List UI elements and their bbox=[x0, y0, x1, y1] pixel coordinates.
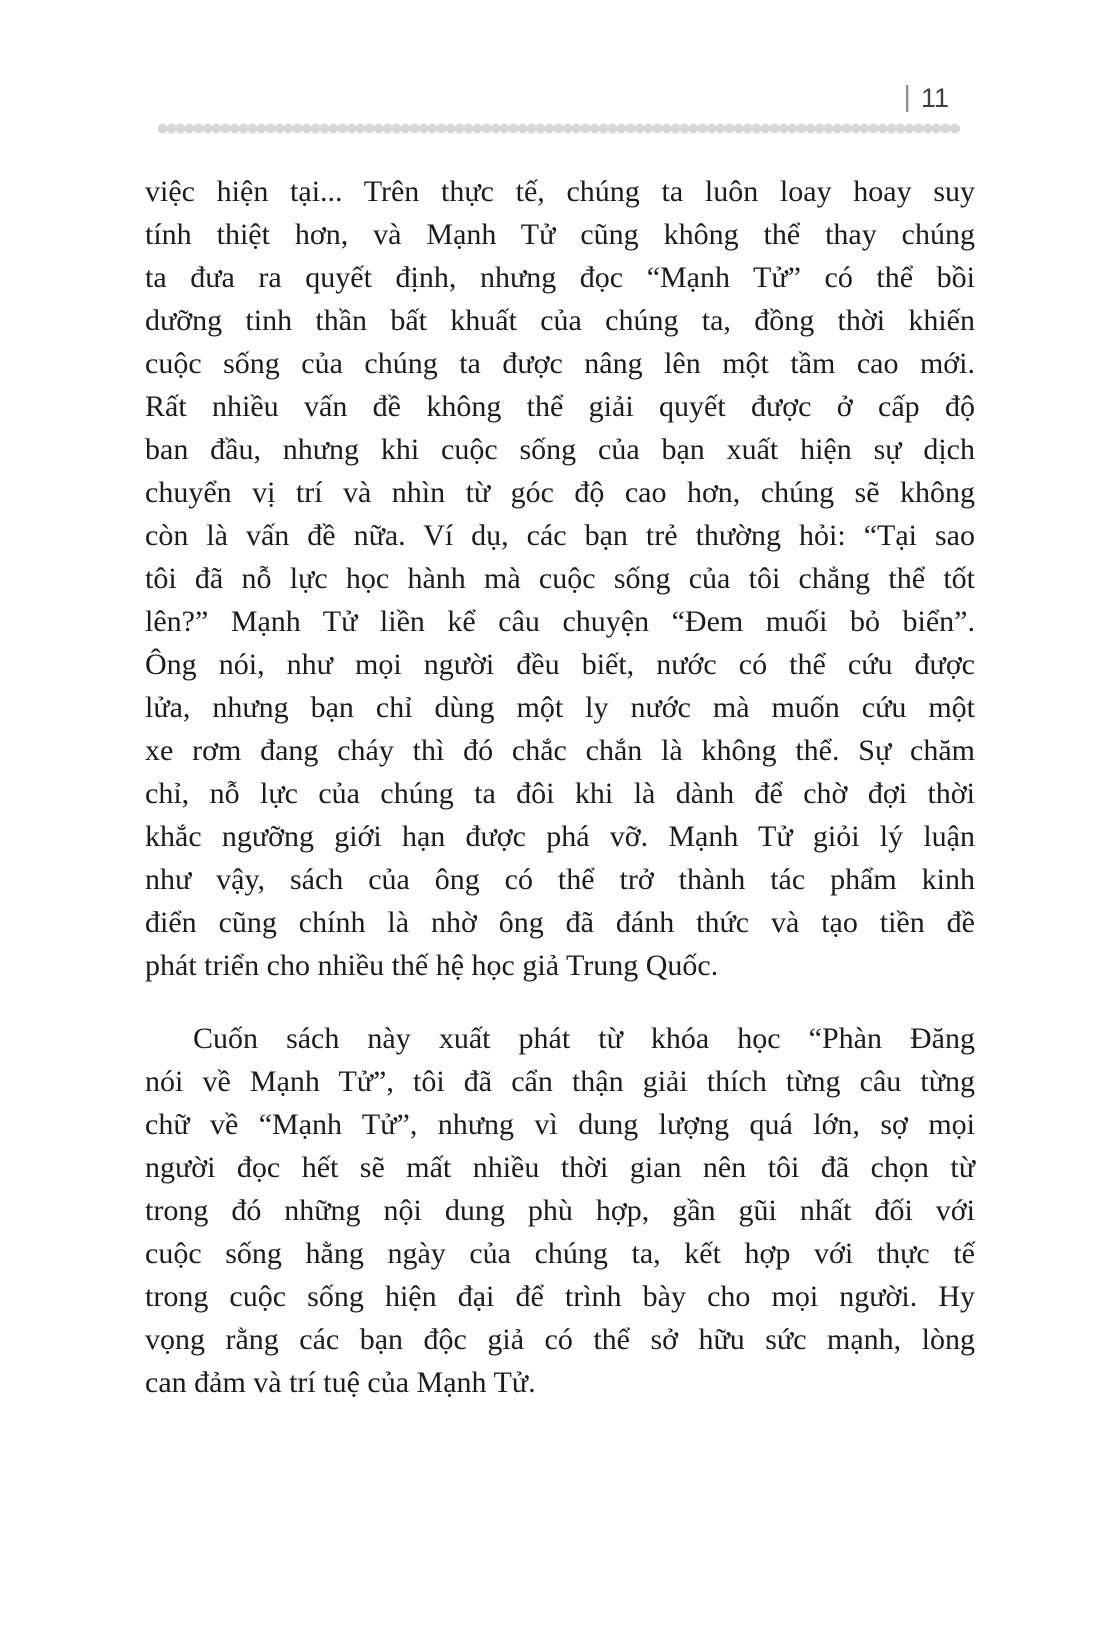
text-line: nói về Mạnh Tử”, tôi đã cẩn thận giải thích từng câu từng bbox=[145, 1065, 975, 1098]
text-line: lửa, nhưng bạn chỉ dùng một ly nước mà muốn cứu một bbox=[145, 691, 975, 724]
page-number-value: 11 bbox=[920, 83, 949, 113]
text-line: tôi đã nỗ lực học hành mà cuộc sống của tôi chẳng thể tốt bbox=[145, 562, 975, 595]
text-line: lên?” Mạnh Tử liền kể câu chuyện “Đem muối bỏ biển”. bbox=[145, 605, 975, 638]
text-line: người đọc hết sẽ mất nhiều thời gian nên tôi đã chọn từ bbox=[145, 1151, 975, 1184]
text-line: như vậy, sách của ông có thể trở thành tác phẩm kinh bbox=[145, 863, 975, 896]
text-line: xe rơm đang cháy thì đó chắc chắn là không thể. Sự chăm bbox=[145, 734, 975, 767]
text-line: vọng rằng các bạn độc giả có thể sở hữu sức mạnh, lòng bbox=[145, 1323, 975, 1356]
text-line: Cuốn sách này xuất phát từ khóa học “Phàn Đăng bbox=[193, 1022, 975, 1055]
text-line: điển cũng chính là nhờ ông đã đánh thức và tạo tiền đề bbox=[145, 906, 975, 939]
text-line: khắc ngưỡng giới hạn được phá vỡ. Mạnh Tử giỏi lý luận bbox=[145, 820, 975, 853]
text-line: trong đó những nội dung phù hợp, gần gũi nhất đối với bbox=[145, 1194, 975, 1227]
text-line: phát triển cho nhiều thế hệ học giả Trung Quốc. bbox=[145, 949, 719, 982]
text-line: cuộc sống hằng ngày của chúng ta, kết hợp với thực tế bbox=[145, 1237, 975, 1270]
text-line: dưỡng tinh thần bất khuất của chúng ta, đồng thời khiến bbox=[145, 304, 975, 337]
decorative-scallop-band bbox=[158, 121, 960, 136]
paragraph-1 bbox=[145, 170, 975, 987]
text-line: tính thiệt hơn, và Mạnh Tử cũng không thể thay chúng bbox=[145, 218, 975, 251]
page-number bbox=[903, 81, 949, 113]
text-line: chữ về “Mạnh Tử”, nhưng vì dung lượng quá lớn, sợ mọi bbox=[145, 1108, 975, 1141]
text-line: còn là vấn đề nữa. Ví dụ, các bạn trẻ thường hỏi: “Tại sao bbox=[145, 519, 975, 552]
text-line: ban đầu, nhưng khi cuộc sống của bạn xuất hiện sự dịch bbox=[145, 433, 975, 466]
text-line: Rất nhiều vấn đề không thể giải quyết được ở cấp độ bbox=[145, 390, 975, 423]
page-text bbox=[145, 170, 975, 1404]
text-line: việc hiện tại... Trên thực tế, chúng ta luôn loay hoay suy bbox=[145, 175, 975, 208]
page-number-divider: | bbox=[903, 81, 911, 113]
text-line: ta đưa ra quyết định, nhưng đọc “Mạnh Tử” có thể bồi bbox=[145, 261, 975, 294]
text-line: cuộc sống của chúng ta được nâng lên một tầm cao mới. bbox=[145, 347, 975, 380]
text-line: chuyển vị trí và nhìn từ góc độ cao hơn, chúng sẽ không bbox=[145, 476, 975, 509]
text-line: trong cuộc sống hiện đại để trình bày cho mọi người. Hy bbox=[145, 1280, 975, 1313]
text-line: Ông nói, như mọi người đều biết, nước có thể cứu được bbox=[145, 648, 975, 681]
paragraph-2 bbox=[145, 1017, 975, 1404]
text-line: can đảm và trí tuệ của Mạnh Tử. bbox=[145, 1366, 536, 1399]
text-line: chỉ, nỗ lực của chúng ta đôi khi là dành để chờ đợi thời bbox=[145, 777, 975, 810]
